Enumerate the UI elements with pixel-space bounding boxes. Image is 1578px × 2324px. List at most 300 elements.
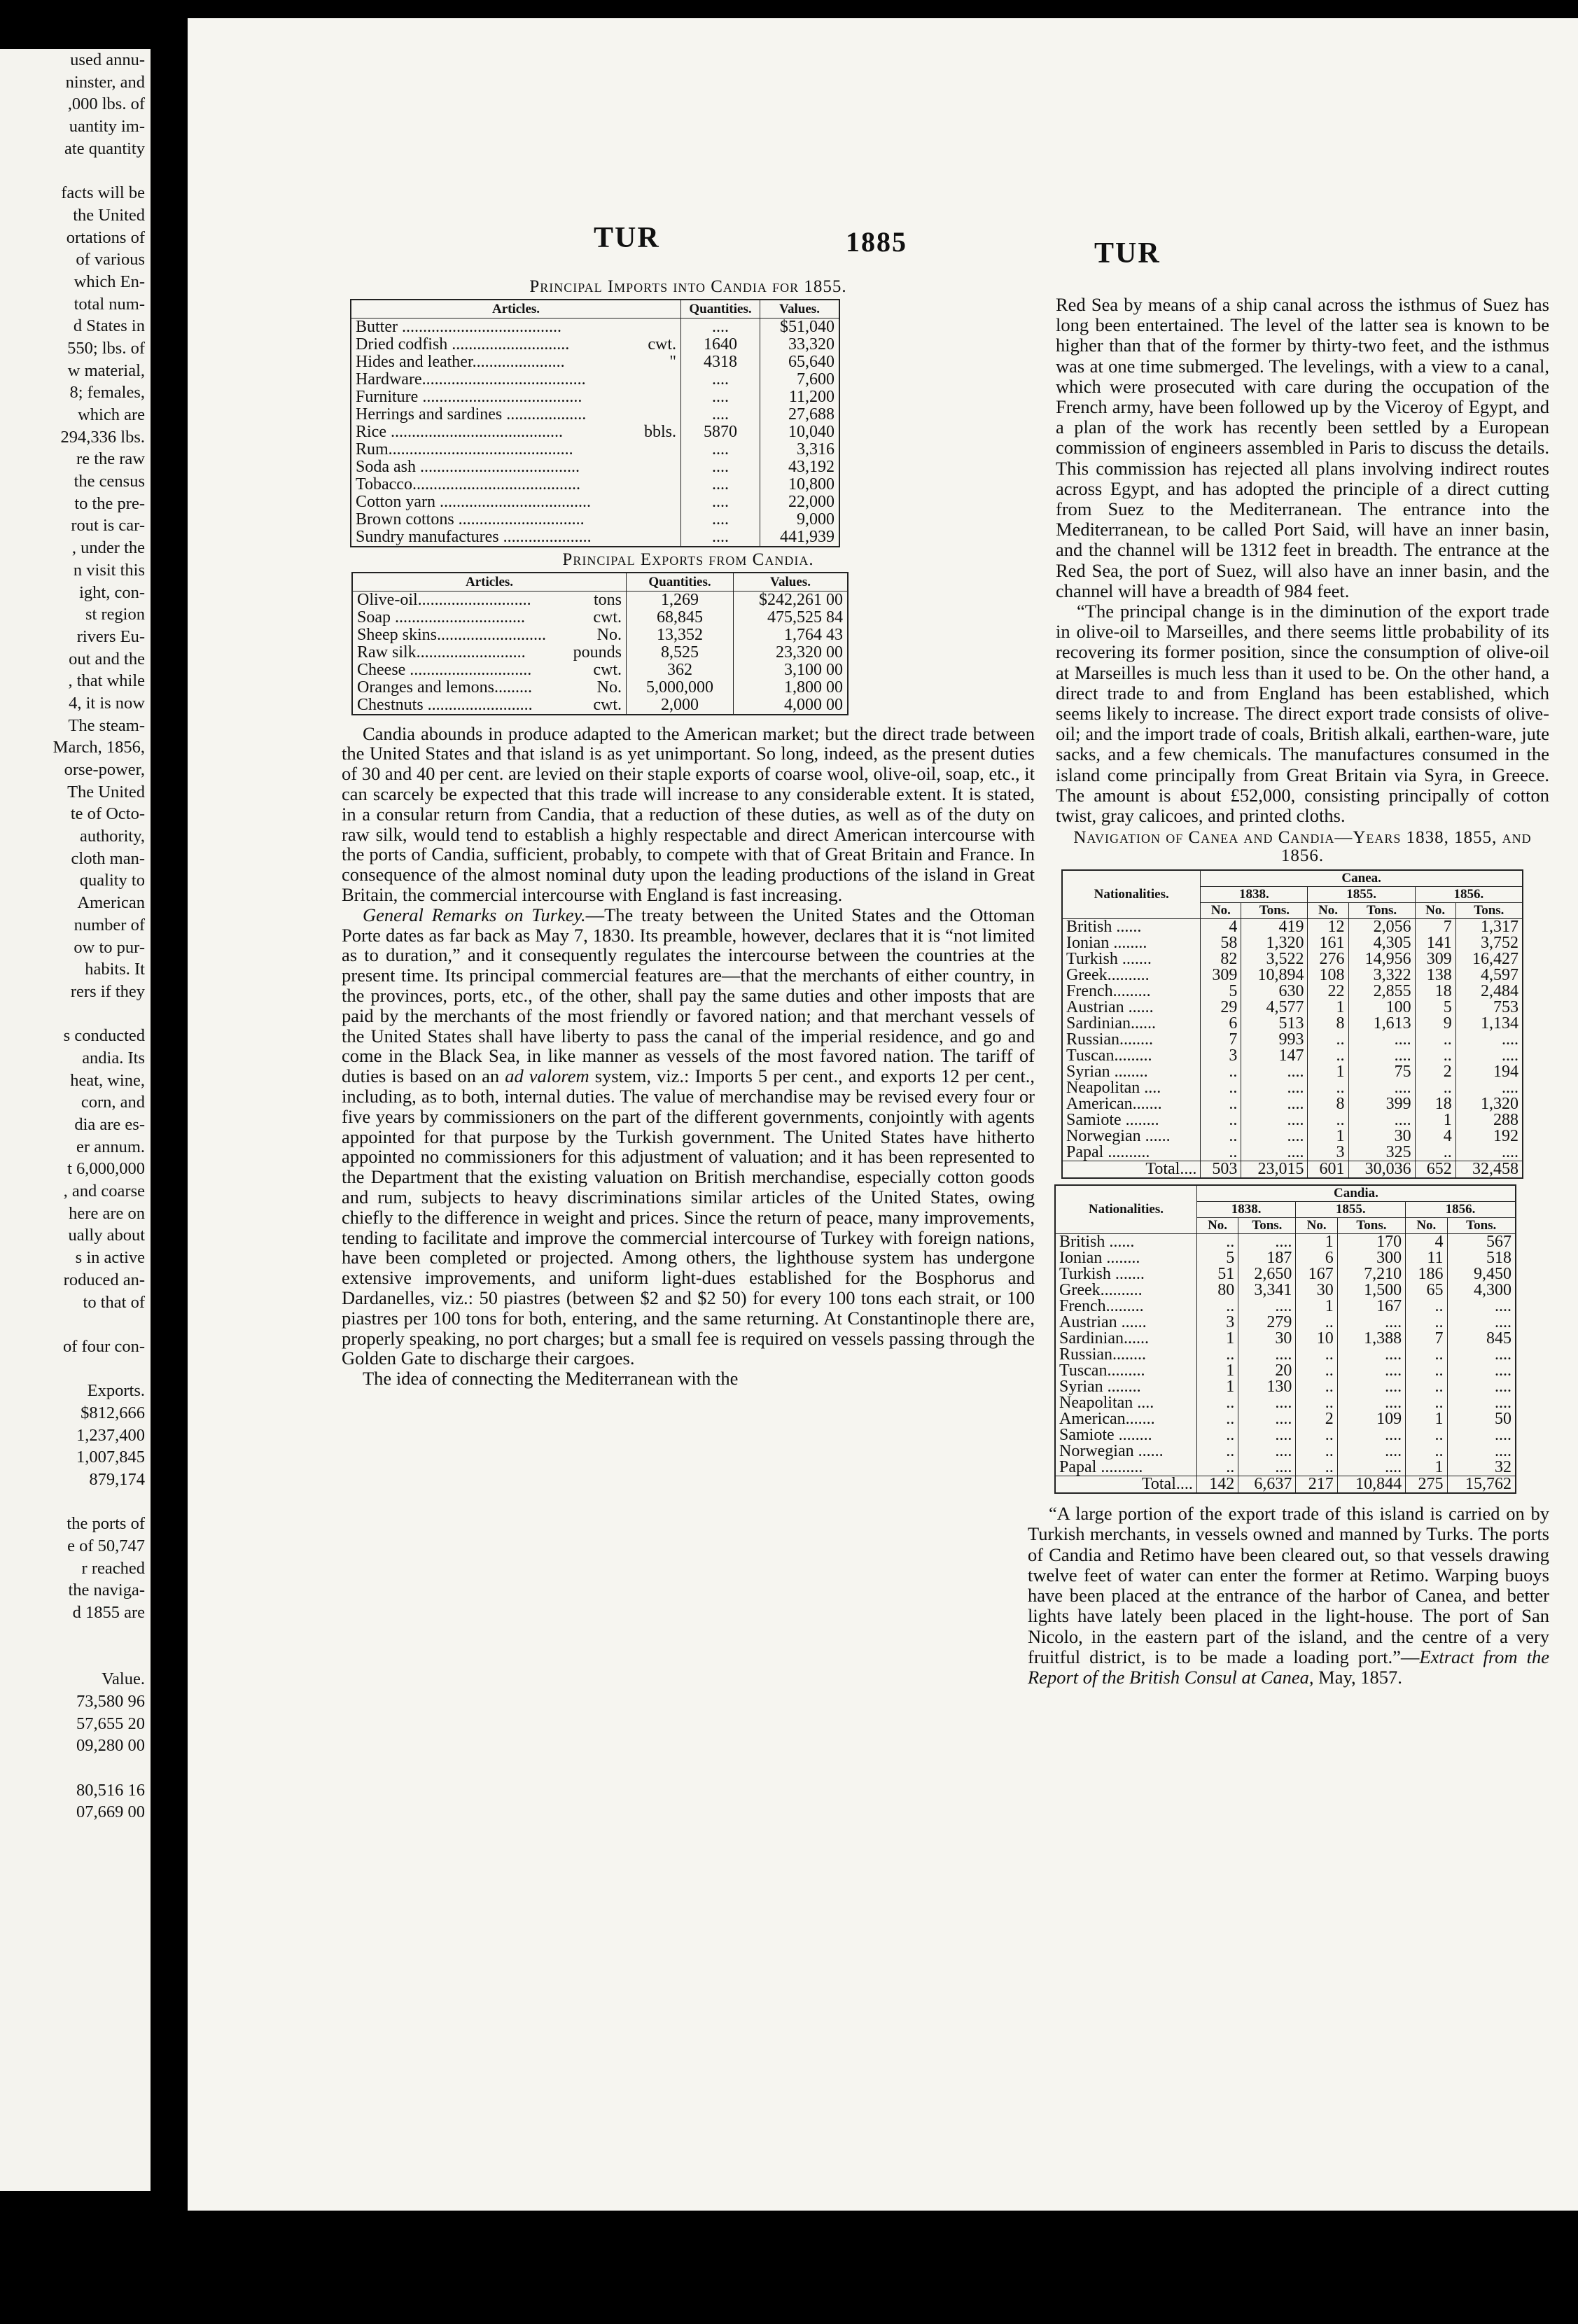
left-fragment-line: ate quantity (64, 139, 145, 158)
table-cell: 7,600 (760, 371, 840, 388)
table-cell: .. (1406, 1347, 1447, 1363)
table-cell: 10,040 (760, 424, 840, 441)
left-fragment-line: s conducted (63, 1026, 145, 1046)
table-cell: Russian........ (1066, 1030, 1154, 1049)
table-cell: 23,320 00 (734, 644, 849, 662)
table-cell: 3,316 (760, 441, 840, 458)
imports-header-articles: Articles. (351, 300, 681, 318)
col-no: No. (1201, 903, 1241, 919)
table-cell: .... (1241, 1096, 1308, 1112)
table-cell: 11,200 (760, 388, 840, 406)
left-fragment-line: orse-power, (64, 760, 145, 779)
table-cell: 6,637 (1238, 1476, 1296, 1494)
table-row (351, 424, 839, 441)
table-cell: .... (1455, 1080, 1523, 1096)
table-cell: .. (1201, 1144, 1241, 1161)
table-row (1055, 1443, 1516, 1460)
col-no: No. (1196, 1218, 1238, 1234)
table-row (351, 511, 839, 528)
table-cell: 309 (1201, 967, 1241, 983)
table-cell: .... (1447, 1298, 1516, 1315)
table-cell: .... (681, 493, 760, 511)
candia-year-1855: 1855. (1296, 1202, 1406, 1218)
table-row (1062, 1144, 1523, 1161)
table-cell: .. (1406, 1315, 1447, 1331)
article-cell (351, 511, 680, 528)
table-cell: Samiote ........ (1066, 1111, 1159, 1130)
table-cell: 43,192 (760, 458, 840, 476)
table-cell: 142 (1196, 1476, 1238, 1494)
left-fragment-line: authority, (80, 827, 145, 846)
table-cell: 75 (1348, 1064, 1415, 1080)
left-fragment-line: habits. It (85, 960, 145, 979)
table-cell: .. (1406, 1443, 1447, 1460)
table-cell: $51,040 (760, 318, 840, 336)
left-fragment-line: er annum. (76, 1137, 145, 1156)
table-cell: 8 (1308, 1096, 1348, 1112)
article-name: Chestnuts ......................... (357, 696, 533, 714)
table-cell: .. (1196, 1234, 1238, 1251)
table-cell: 30 (1348, 1128, 1415, 1144)
table-row (1055, 1427, 1516, 1443)
table-cell: .. (1406, 1379, 1447, 1395)
table-cell: 30,036 (1348, 1161, 1415, 1179)
table-cell: .... (681, 406, 760, 424)
table-cell: .. (1308, 1080, 1348, 1096)
table-cell: 187 (1238, 1250, 1296, 1266)
article-cell (353, 662, 626, 679)
table-row (1055, 1234, 1516, 1251)
table-cell: 630 (1241, 983, 1308, 1000)
table-cell: .. (1196, 1298, 1238, 1315)
table-cell: 309 (1415, 951, 1455, 967)
table-cell: 167 (1337, 1298, 1405, 1315)
table-cell: 2 (1415, 1064, 1455, 1080)
table-cell: 30 (1296, 1282, 1337, 1298)
general-remarks-paragraph (342, 905, 1035, 1368)
table-cell: Norwegian ...... (1059, 1442, 1164, 1461)
table-cell: 8,525 (627, 644, 734, 662)
table-row (1062, 1080, 1523, 1096)
table-cell: 9 (1415, 1016, 1455, 1032)
col-tons: Tons. (1241, 903, 1308, 919)
table-cell: 419 (1241, 919, 1308, 936)
col-tons: Tons. (1337, 1218, 1405, 1234)
exports-header-articles: Articles. (352, 573, 627, 592)
left-fragment-line: 73,580 96 (76, 1691, 145, 1711)
table-cell: 5 (1201, 983, 1241, 1000)
left-fragment-line: here are on (69, 1203, 145, 1223)
table-cell: 32 (1447, 1460, 1516, 1476)
table-cell: 7 (1415, 919, 1455, 936)
table-cell: Austrian ...... (1066, 998, 1154, 1017)
table-cell: 217 (1296, 1476, 1337, 1494)
table-cell: .... (1337, 1395, 1405, 1411)
article-cell (351, 388, 680, 406)
table-row (1055, 1250, 1516, 1266)
table-cell: Turkish ....... (1066, 950, 1152, 969)
canea-table (1061, 869, 1523, 1179)
report-citation: Extract from the Report of the British Consul at Canea, (1028, 1646, 1550, 1688)
table-cell: .... (1241, 1112, 1308, 1128)
table-row (1062, 967, 1523, 983)
table-cell: .... (1337, 1379, 1405, 1395)
table-row (1055, 1379, 1516, 1395)
left-fragment-line: re the raw (76, 449, 145, 469)
article-name: Rice ......................................... (356, 423, 563, 441)
left-fragment-line: d 1855 are (72, 1603, 145, 1623)
candia-table (1054, 1184, 1516, 1494)
trade-paragraph: “The principal change is in the diminution of the export trade in olive-oil to Marseilles, and there seems little probability of its recovering its former position, since the consumption of olive-oil at Marseilles is much less than it used to be. On the other hand, a direct trade to and from England has been established, which seems likely to increase. The direct export trade consists of olive-oil; and the import trade of coals, British alkali, earthen-ware, jute sacks, and a few chemicals. The manufactures consumed in the island come principally from Great Britain via Syra, in Greece. The amount is about £52,000, consisting principally of cotton twist, gray calicoes, and printed cloths. (1056, 601, 1549, 827)
left-fragment-line: 550; lbs. of (67, 338, 145, 358)
left-fragment-line: rivers Eu- (76, 626, 145, 646)
table-cell: .. (1196, 1347, 1238, 1363)
imports-header-values: Values. (760, 300, 840, 318)
table-row (352, 626, 848, 644)
article-unit: tons (593, 590, 622, 609)
exports-table (351, 572, 849, 715)
table-cell: 2 (1296, 1411, 1337, 1427)
table-cell: 194 (1455, 1064, 1523, 1080)
navigation-title: Navigation of Canea and Candia—Years 1838, 1855, and 1856. (1073, 828, 1532, 866)
article-name: Herrings and sardines ................... (356, 405, 587, 424)
article-cell (351, 528, 680, 546)
table-cell: 276 (1308, 951, 1348, 967)
article-cell (353, 644, 626, 662)
left-fragment-line: 879,174 (89, 1470, 145, 1489)
table-cell: 300 (1337, 1250, 1405, 1266)
table-cell: .... (1238, 1460, 1296, 1476)
report-paragraph (1028, 1504, 1549, 1688)
table-cell: .. (1196, 1395, 1238, 1411)
table-cell: 51 (1196, 1266, 1238, 1282)
table-cell: Neapolitan .... (1059, 1394, 1154, 1413)
left-fragment-line: st region (85, 605, 145, 624)
table-cell: 14,956 (1348, 951, 1415, 967)
table-cell: 10,800 (760, 476, 840, 493)
table-cell: 399 (1348, 1096, 1415, 1112)
table-cell: 7 (1201, 1032, 1241, 1048)
table-cell: 161 (1308, 935, 1348, 951)
table-cell: British ...... (1066, 918, 1142, 937)
left-fragment-line: 57,655 20 (76, 1714, 145, 1733)
table-cell: 1,320 (1241, 935, 1308, 951)
table-cell: 1 (1415, 1112, 1455, 1128)
left-fragment-line: 4, it is now (69, 693, 145, 713)
table-row (351, 318, 839, 336)
left-fragment-line: ninster, and (65, 72, 145, 92)
table-cell: .. (1415, 1144, 1455, 1161)
table-cell: 186 (1406, 1266, 1447, 1282)
table-cell: 441,939 (760, 528, 840, 547)
table-row (1062, 1016, 1523, 1032)
article-cell (351, 458, 680, 476)
imports-header-quantities: Quantities. (681, 300, 760, 318)
article-unit: No. (596, 625, 622, 644)
table-cell: 325 (1348, 1144, 1415, 1161)
table-row (1062, 1032, 1523, 1048)
left-fragment-line: , that while (68, 671, 145, 691)
table-cell: 3,522 (1241, 951, 1308, 967)
table-cell: Neapolitan .... (1066, 1079, 1161, 1098)
imports-title: Principal Imports into Candia for 1855. (529, 277, 847, 296)
table-cell: 1 (1196, 1363, 1238, 1379)
table-cell: .... (1348, 1080, 1415, 1096)
table-cell: 58 (1201, 935, 1241, 951)
table-cell: Syrian ........ (1059, 1378, 1141, 1396)
table-row (1062, 935, 1523, 951)
table-cell: 601 (1308, 1161, 1348, 1179)
table-cell: .. (1296, 1347, 1337, 1363)
left-fragment-line (5, 1358, 145, 1380)
left-fragment-line: which En- (74, 272, 145, 291)
left-fragment-line (5, 1491, 145, 1513)
candia-year-1838: 1838. (1196, 1202, 1296, 1218)
page (188, 18, 1578, 2211)
article-unit: bbls. (643, 422, 676, 441)
left-page-text (5, 49, 145, 1823)
table-cell: .... (1447, 1363, 1516, 1379)
table-row (1062, 919, 1523, 936)
table-row (351, 371, 839, 388)
table-cell: 11 (1406, 1250, 1447, 1266)
suez-intro: The idea of connecting the Mediterranean with the (363, 1368, 739, 1390)
left-fragment-line: 1,007,845 (76, 1448, 145, 1467)
table-cell: 275 (1406, 1476, 1447, 1494)
table-cell: 1,269 (627, 591, 734, 609)
canea-header: Canea. (1201, 870, 1523, 887)
table-cell: .... (681, 511, 760, 528)
ad-valorem: ad valorem (505, 1065, 589, 1087)
left-fragment-line: corn, and (81, 1093, 145, 1112)
table-cell: American....... (1059, 1410, 1155, 1429)
canea-year-1838: 1838. (1201, 887, 1308, 903)
table-row (352, 644, 848, 662)
left-fragment-line: r reached (81, 1558, 145, 1578)
table-cell: .... (1241, 1080, 1308, 1096)
article-name: Cheese ............................. (357, 661, 532, 679)
table-cell: 993 (1241, 1032, 1308, 1048)
table-cell: .... (681, 528, 760, 547)
table-cell: .. (1201, 1112, 1241, 1128)
table-cell: 33,320 (760, 336, 840, 354)
table-cell: 4318 (681, 354, 760, 371)
table-cell: Tuscan......... (1066, 1046, 1152, 1065)
table-cell: .. (1196, 1411, 1238, 1427)
table-cell: 10,844 (1337, 1476, 1405, 1494)
table-cell: 192 (1455, 1128, 1523, 1144)
article-unit: pounds (573, 643, 622, 662)
table-cell: 513 (1241, 1016, 1308, 1032)
table-cell: 108 (1308, 967, 1348, 983)
table-cell: 2,056 (1348, 919, 1415, 936)
table-cell: 4 (1406, 1234, 1447, 1251)
table-row (1062, 1064, 1523, 1080)
table-row (1055, 1282, 1516, 1298)
left-fragment-line: facts will be (61, 183, 145, 203)
table-cell: 1,320 (1455, 1096, 1523, 1112)
left-fragment-line: of four con- (62, 1336, 145, 1356)
canea-nat-header: Nationalities. (1062, 870, 1201, 919)
table-cell: .... (681, 388, 760, 406)
article-name: Rum............................................ (356, 440, 573, 458)
table-cell: .... (1447, 1347, 1516, 1363)
left-fragment-line (5, 1646, 145, 1669)
table-cell: 9,000 (760, 511, 840, 528)
article-name: Hides and leather...................... (356, 353, 565, 371)
report-date: May, 1857. (1318, 1666, 1402, 1688)
article-name: Dried codfish ............................ (356, 335, 570, 354)
col-tons: Tons. (1447, 1218, 1516, 1234)
table-cell: Samiote ........ (1059, 1426, 1152, 1445)
table-cell: 3,100 00 (734, 662, 849, 679)
table-cell: 23,015 (1241, 1161, 1308, 1179)
table-cell: .. (1296, 1443, 1337, 1460)
table-cell: Russian........ (1059, 1345, 1147, 1364)
running-header (188, 221, 1578, 277)
exports-header-values: Values. (734, 573, 849, 592)
table-cell: 4,597 (1455, 967, 1523, 983)
table-cell: .... (1447, 1315, 1516, 1331)
table-cell: 845 (1447, 1331, 1516, 1347)
table-row (1062, 1112, 1523, 1128)
table-cell: 1,800 00 (734, 679, 849, 696)
table-cell: 6 (1296, 1250, 1337, 1266)
table-cell: 2,650 (1238, 1266, 1296, 1282)
left-fragment-line: the ports of (67, 1514, 145, 1534)
table-cell: $242,261 00 (734, 591, 849, 609)
table-cell: 475,525 84 (734, 609, 849, 626)
table-row (1055, 1363, 1516, 1379)
table-cell: 362 (627, 662, 734, 679)
article-cell (351, 318, 680, 336)
table-row (1062, 951, 1523, 967)
table-cell: 22 (1308, 983, 1348, 1000)
table-cell: Greek.......... (1066, 966, 1150, 985)
table-cell: 1,388 (1337, 1331, 1405, 1347)
left-fragment-line: dia are es- (74, 1115, 145, 1134)
table-cell: Norwegian ...... (1066, 1127, 1171, 1146)
table-cell: 2,855 (1348, 983, 1415, 1000)
table-cell: 68,845 (627, 609, 734, 626)
table-cell: .... (1241, 1128, 1308, 1144)
table-cell: 8 (1308, 1016, 1348, 1032)
table-cell: 2,000 (627, 696, 734, 715)
table-cell: Ionian ........ (1066, 934, 1147, 953)
table-cell: 279 (1238, 1315, 1296, 1331)
table-cell: 5,000,000 (627, 679, 734, 696)
table-cell: 13,352 (627, 626, 734, 644)
table-cell: 50 (1447, 1411, 1516, 1427)
left-fragment-line: andia. Its (82, 1048, 145, 1068)
column-left (342, 277, 1035, 1389)
table-cell: 18 (1415, 983, 1455, 1000)
table-row (351, 354, 839, 371)
table-cell: .. (1308, 1048, 1348, 1064)
table-cell: 7,210 (1337, 1266, 1405, 1282)
table-cell: .... (1348, 1032, 1415, 1048)
left-fragment-line: te of Octo- (70, 804, 145, 824)
table-cell: 1,317 (1455, 919, 1523, 936)
left-fragment-line: 07,669 00 (76, 1802, 145, 1822)
left-fragment-line (5, 1757, 145, 1779)
table-cell: 30 (1238, 1331, 1296, 1347)
left-fragment-line: to that of (83, 1292, 145, 1312)
col-tons: Tons. (1238, 1218, 1296, 1234)
table-row (351, 441, 839, 458)
article-cell (353, 592, 626, 609)
table-cell: .... (1348, 1112, 1415, 1128)
table-cell: Syrian ........ (1066, 1063, 1148, 1082)
candia-nat-header: Nationalities. (1055, 1185, 1196, 1234)
table-cell: Tuscan......... (1059, 1362, 1145, 1380)
suez-paragraph: Red Sea by means of a ship canal across the isthmus of Suez has long been entertained. The level of the latter sea is known to be higher than that of the former by thirty-two feet, and the isthmus was at one time submerged. The levelings, with a view to a canal, which were prosecuted with care during the occupation of the French army, have been followed up by the Viceroy of Egypt, and a plan of the work has recently been settled by a European commission of engineers assembled in Paris to discuss the details. This commission has rejected all plans involving indirect routes across Egypt, and has adopted the principle of a direct cutting from Suez to the Mediterranean. The entrance into the Mediterranean, to be called Port Said, will have an inner basin, and the channel will be 1312 feet in breadth. The entrance at the Red Sea, the port of Suez, will also have an inner basin, and the channel will have a breadth of 984 feet. (1056, 294, 1549, 601)
table-cell: .. (1406, 1395, 1447, 1411)
table-cell: 15,762 (1447, 1476, 1516, 1494)
table-cell: .... (681, 441, 760, 458)
table-cell: Sardinian...... (1059, 1329, 1149, 1348)
left-fragment-line: ,000 lbs. of (67, 94, 145, 114)
left-fragment-line: American (77, 893, 145, 913)
page-number: 1885 (846, 226, 907, 258)
table-cell: .... (1348, 1048, 1415, 1064)
table-cell: .... (1238, 1443, 1296, 1460)
left-fragment-line: 80,516 16 (76, 1780, 145, 1800)
table-cell: 6 (1201, 1016, 1241, 1032)
table-row (1055, 1315, 1516, 1331)
table-cell: 9,450 (1447, 1266, 1516, 1282)
table-cell: .... (1238, 1427, 1296, 1443)
total-label: Total.... (1062, 1161, 1201, 1179)
table-row (1062, 983, 1523, 1000)
table-cell: .... (681, 458, 760, 476)
total-row (1062, 1161, 1523, 1179)
table-cell: .. (1196, 1460, 1238, 1476)
article-name: Raw silk.......................... (357, 643, 526, 662)
table-cell: Austrian ...... (1059, 1313, 1147, 1332)
table-cell: .... (1447, 1395, 1516, 1411)
table-cell: .. (1201, 1064, 1241, 1080)
article-name: Brown cottons .............................. (356, 510, 585, 528)
left-fragment-line: The steam- (68, 715, 145, 735)
table-cell: .... (1238, 1411, 1296, 1427)
article-cell (351, 476, 680, 493)
table-cell: 1,764 43 (734, 626, 849, 644)
table-cell: 65,640 (760, 354, 840, 371)
table-cell: .... (1241, 1144, 1308, 1161)
table-cell: .... (681, 371, 760, 388)
table-cell: .. (1415, 1048, 1455, 1064)
article-name: Cotton yarn .................................... (356, 493, 591, 511)
table-cell: 1,500 (1337, 1282, 1405, 1298)
table-row (1062, 1096, 1523, 1112)
table-row (351, 336, 839, 354)
article-cell (351, 441, 680, 458)
article-unit: No. (596, 678, 622, 696)
table-cell: .... (1238, 1347, 1296, 1363)
table-cell: 567 (1447, 1234, 1516, 1251)
left-fragment-line: w material, (67, 360, 145, 380)
article-cell (353, 696, 626, 714)
table-cell: .... (1238, 1395, 1296, 1411)
table-cell: .. (1296, 1379, 1337, 1395)
table-cell: .... (1241, 1064, 1308, 1080)
table-cell: 652 (1415, 1161, 1455, 1179)
table-cell: 4 (1201, 919, 1241, 936)
article-cell (353, 609, 626, 626)
table-cell: 2,484 (1455, 983, 1523, 1000)
article-cell (351, 424, 680, 441)
